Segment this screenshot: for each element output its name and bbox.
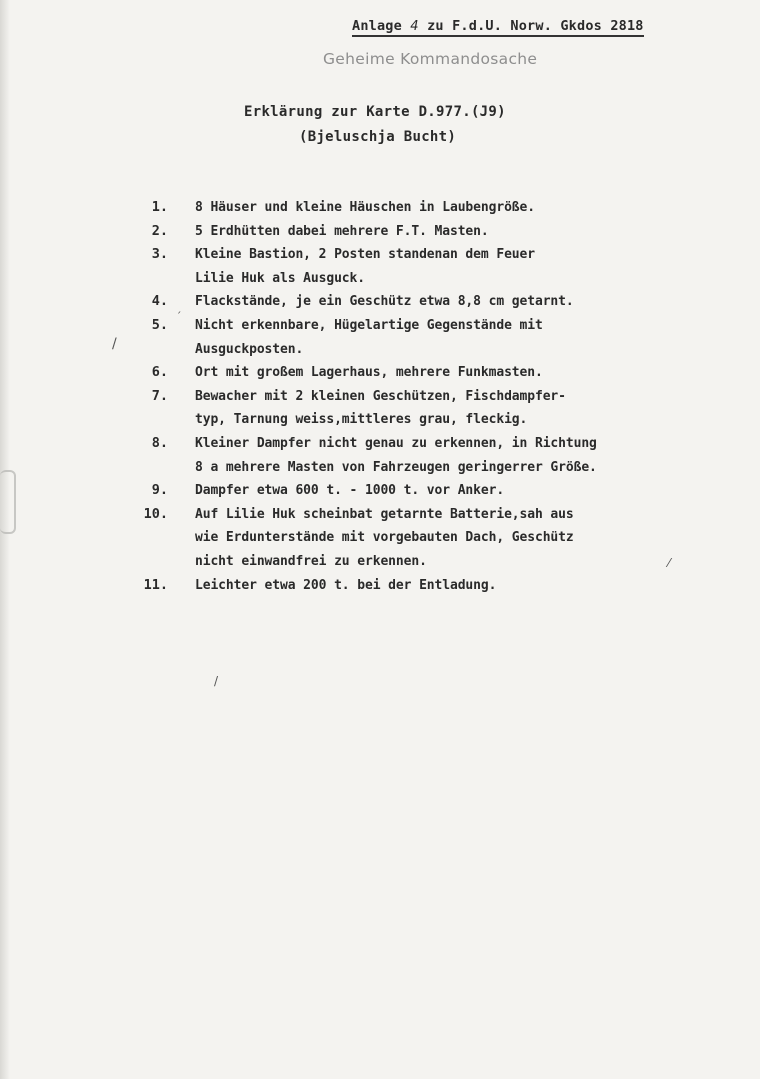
- margin-pencil-mark: /: [112, 336, 117, 352]
- legend-item: [0, 574, 760, 598]
- legend-item: [0, 220, 760, 244]
- legend-item-number: 5.: [151, 316, 168, 333]
- legend-item: [0, 196, 760, 220]
- legend-item-text-line: 8 Häuser und kleine Häuschen in Laubengröße.: [195, 200, 535, 215]
- legend-item: [0, 290, 760, 314]
- legend-item-number: 11.: [143, 576, 168, 593]
- legend-item-number: 8.: [151, 434, 168, 451]
- document-subtitle: (Bjeluschja Bucht): [299, 129, 457, 145]
- legend-item-text-line: Leichter etwa 200 t. bei der Entladung.: [195, 577, 497, 593]
- legend-list: [0, 196, 760, 597]
- legend-item: [0, 243, 760, 290]
- legend-item-text-line: Ort mit großem Lagerhaus, mehrere Funkmasten.: [195, 365, 543, 381]
- classification-stamp: Geheime Kommandosache: [323, 50, 538, 68]
- reference-suffix: zu F.d.U. Norw. Gkdos 2818: [418, 18, 644, 34]
- legend-item-number: 4.: [151, 293, 168, 310]
- legend-item-number: 1.: [151, 199, 168, 215]
- legend-item-number: 9.: [151, 482, 168, 499]
- legend-item-text-line: 8 a mehrere Masten von Fahrzeugen geringerrer Größe.: [195, 459, 597, 475]
- document-reference: [352, 18, 644, 37]
- stray-pencil-mark: /: [214, 674, 219, 688]
- legend-item-text-line: Kleine Bastion, 2 Posten standenan dem Feuer: [195, 247, 535, 263]
- legend-item: [0, 361, 760, 385]
- legend-item-number: 3.: [151, 246, 168, 263]
- legend-item-text-line: wie Erdunterstände mit vorgebauten Dach, Geschütz: [195, 530, 574, 546]
- legend-item: [0, 432, 760, 479]
- legend-item: [0, 385, 760, 432]
- legend-item-text-line: typ, Tarnung weiss,mittleres grau, fleckig.: [195, 412, 528, 428]
- margin-pencil-mark: ´: [176, 310, 182, 323]
- legend-item-text-line: Ausguckposten.: [195, 341, 304, 357]
- reference-handwritten-number: 4: [410, 19, 419, 34]
- legend-item-text-line: Bewacher mit 2 kleinen Geschützen, Fischdampfer-: [195, 388, 566, 404]
- legend-item-number: 7.: [151, 387, 168, 404]
- legend-item-text-line: Dampfer etwa 600 t. - 1000 t. vor Anker.: [195, 483, 505, 499]
- legend-item: [0, 479, 760, 503]
- legend-item-text-line: nicht einwandfrei zu erkennen.: [195, 553, 427, 569]
- legend-item-text-line: Kleiner Dampfer nicht genau zu erkennen, in Richtung: [195, 435, 597, 451]
- legend-item-number: 10.: [143, 505, 168, 522]
- legend-item-text-line: Nicht erkennbare, Hügelartige Gegenstände mit: [195, 317, 543, 333]
- document-title: Erklärung zur Karte D.977.(J9): [244, 104, 506, 120]
- legend-item-text-line: Flackstände, je ein Geschütz etwa 8,8 cm getarnt.: [195, 294, 574, 310]
- legend-item-text-line: 5 Erdhütten dabei mehrere F.T. Masten.: [195, 223, 489, 239]
- legend-item-text-line: Auf Lilie Huk scheinbat getarnte Batterie,sah aus: [195, 506, 574, 522]
- legend-item-number: 2.: [151, 222, 168, 239]
- legend-item-number: 6.: [151, 364, 168, 381]
- legend-item-text-line: Lilie Huk als Ausguck.: [195, 270, 365, 286]
- reference-prefix: Anlage: [352, 18, 411, 34]
- stray-pencil-mark: ⁄: [668, 556, 671, 570]
- legend-item: [0, 503, 760, 574]
